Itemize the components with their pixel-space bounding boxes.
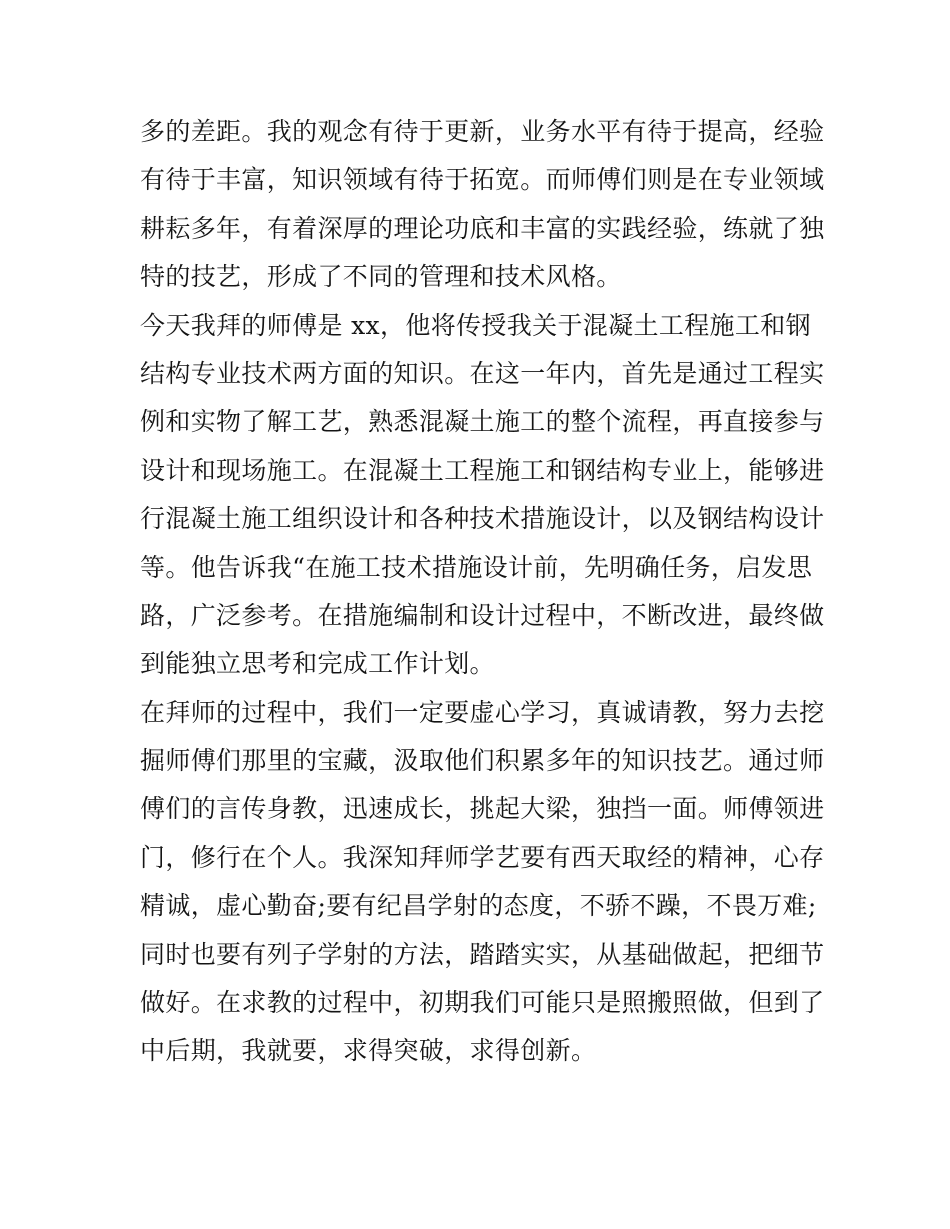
text-line: 精诚，虚心勤奋;要有纪昌学射的态度，不骄不躁，不畏万难; <box>140 891 817 921</box>
text-line: 设计和现场施工。在混凝土工程施工和钢结构专业上，能够进 <box>140 455 825 485</box>
text-line: 多的差距。我的观念有待于更新，业务水平有待于提高，经验 <box>140 117 825 146</box>
text-line: 耕耘多年，有着深厚的理论功底和丰富的实践经验，练就了独 <box>140 213 825 243</box>
text-line: 例和实物了解工艺，熟悉混凝土施工的整个流程，再直接参与 <box>140 407 825 437</box>
text-line: 中后期，我就要，求得突破，求得创新。 <box>140 1036 597 1066</box>
text-line: 在拜师的过程中，我们一定要虚心学习，真诚请教，努力去挖 <box>140 697 825 727</box>
text-line: 有待于丰富，知识领域有待于拓宽。而师傅们则是在专业领域 <box>140 165 825 195</box>
text-line: 路，广泛参考。在措施编制和设计过程中，不断改进，最终做 <box>140 600 825 630</box>
text-line: 做好。在求教的过程中，初期我们可能只是照搬照做，但到了 <box>140 988 825 1018</box>
text-line: 结构专业技术两方面的知识。在这一年内，首先是通过工程实 <box>140 358 825 388</box>
text-line: 同时也要有列子学射的方法，踏踏实实，从基础做起，把细节 <box>140 939 825 969</box>
text-line: 掘师傅们那里的宝藏，汲取他们积累多年的知识技艺。通过师 <box>140 746 825 776</box>
text-line: 特的技艺，形成了不同的管理和技术风格。 <box>140 262 622 292</box>
text-line: 行混凝土施工组织设计和各种技术措施设计，以及钢结构设计 <box>140 504 825 534</box>
text-line: 到能独立思考和完成工作计划。 <box>140 649 495 679</box>
text-line: 今天我拜的师傅是 xx，他将传授我关于混凝土工程施工和钢 <box>140 310 811 340</box>
text-line: 等。他告诉我“在施工技术措施设计前，先明确任务，启发思 <box>140 552 813 582</box>
text-line: 门，修行在个人。我深知拜师学艺要有西天取经的精神，心存 <box>140 842 825 872</box>
document-body <box>140 108 825 1076</box>
text-line: 傅们的言传身教，迅速成长，挑起大梁，独挡一面。师傅领进 <box>140 794 825 824</box>
